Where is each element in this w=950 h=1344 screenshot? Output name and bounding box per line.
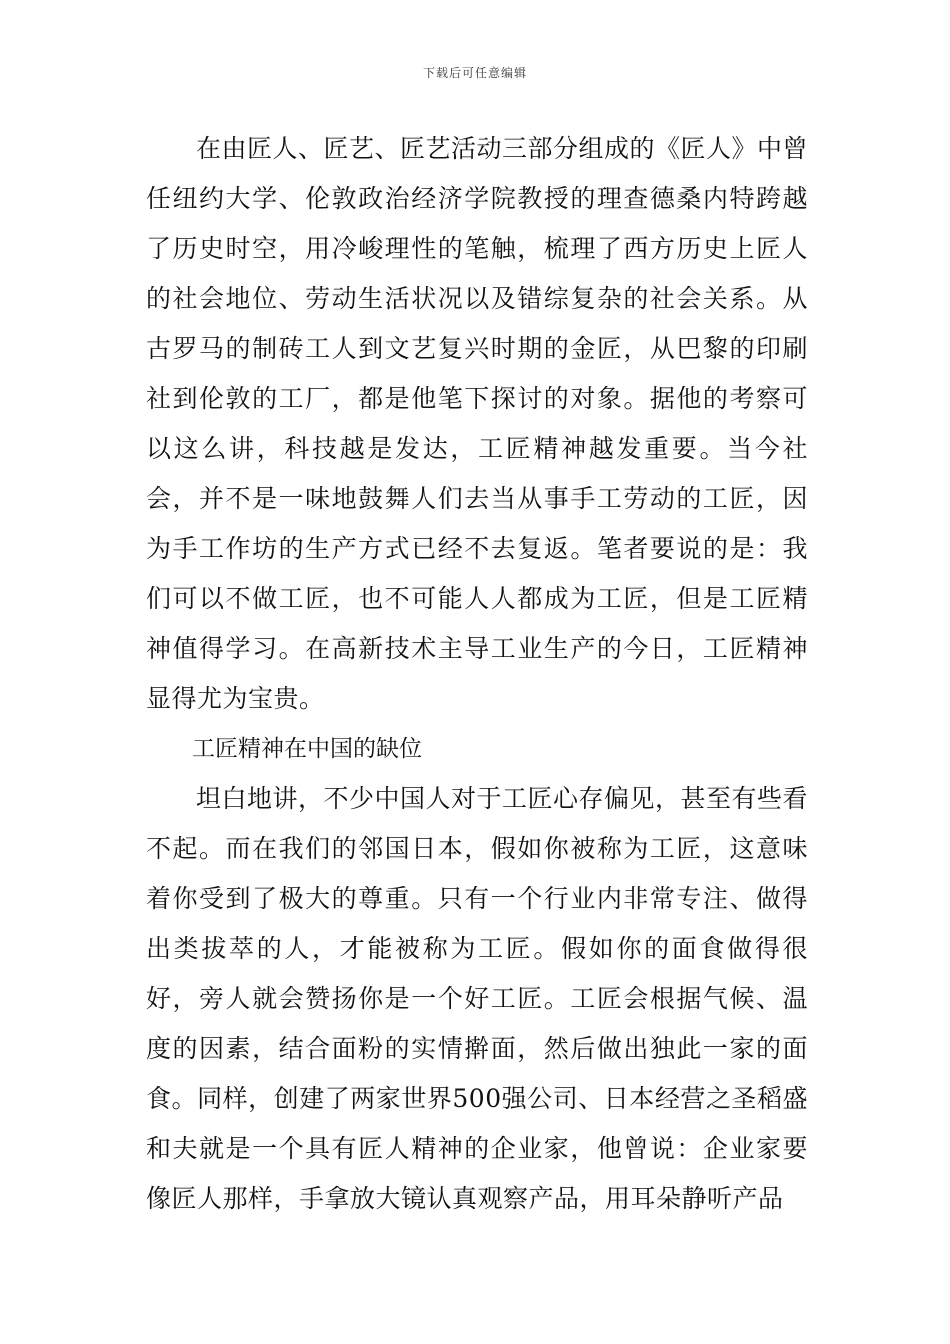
paragraph-craftsman-book: 在由匠人、匠艺、匠艺活动三部分组成的《匠人》中曾任纽约大学、伦敦政治经济学院教授的理查德桑内特跨越了历史时空，用冷峻理性的笔触，梳理了西方历史上匠人的社会地位、劳动生活状况以及错综复杂的社会关系。从古罗马的制砖工人到文艺复兴时期的金匠，从巴黎的印刷社到伦敦的工厂，都是他笔下探讨的对象。据他的考察可以这么讲，科技越是发达，工匠精神越发重要。当今社会，并不是一味地鼓舞人们去当从事手工劳动的工匠，因为手工作坊的生产方式已经不去复返。笔者要说的是：我们可以不做工匠，也不可能人人都成为工匠，但是工匠精神值得学习。在高新技术主导工业生产的今日，工匠精神显得尤为宝贵。 — [146, 134, 809, 713]
paragraph-china-attitude: 坦白地讲，不少中国人对于工匠心存偏见，甚至有些看不起。而在我们的邻国日本，假如你被称为工匠，这意味着你受到了极大的尊重。只有一个行业内非常专注、做得出类拔萃的人，才能被称为工匠。假如你的面食做得很好，旁人就会赞扬你是一个好工匠。工匠会根据气候、温度的因素，结合面粉的实情擀面，然后做出独此一家的面食。同样，创建了两家世界500强公司、日本经营之圣稻盛和夫就是一个具有匠人精神的企业家，他曾说：企业家要像匠人那样，手拿放大镜认真观察产品，用耳朵静听产品 — [146, 784, 809, 1213]
page-header-note: 下载后可任意编辑 — [422, 66, 527, 80]
section-heading: 工匠精神在中国的缺位 — [192, 736, 422, 762]
document-body — [146, 124, 808, 1224]
